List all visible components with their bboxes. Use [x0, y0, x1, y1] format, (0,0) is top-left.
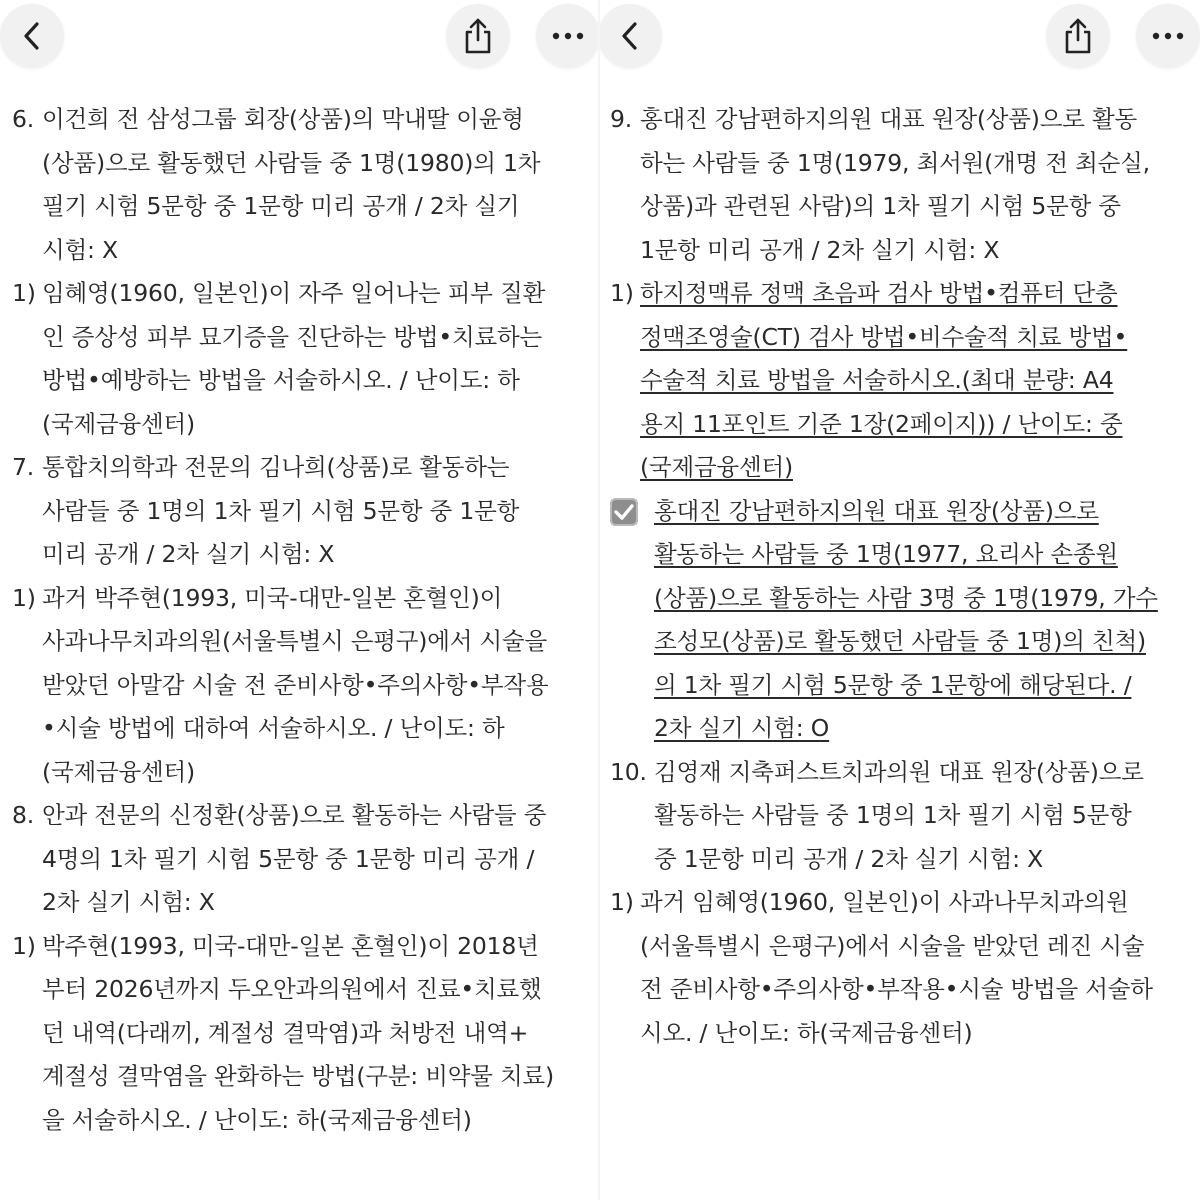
- right-content: [600, 98, 1200, 1055]
- item-number: 6.: [12, 105, 35, 133]
- share-icon: [461, 17, 495, 55]
- more-button[interactable]: [536, 4, 598, 68]
- chevron-left-icon: [20, 20, 44, 52]
- item-line: 김영재 지축퍼스트치과의원 대표 원장(상품)으로: [654, 757, 1144, 786]
- item-number: 1): [610, 888, 634, 916]
- item-number: 1): [12, 583, 36, 612]
- item-line: 던 내역(다래끼, 계절성 결막염)과 처방전 내역+: [42, 1018, 529, 1047]
- item-line: 시오. / 난이도: 하(국제금융센터): [640, 1018, 973, 1047]
- item-line: 계절성 결막염을 완화하는 방법(구분: 비약물 치료): [42, 1062, 555, 1090]
- item-line: 전 준비사항•주의사항•부작용•시술 방법을 서술하: [640, 975, 1153, 1003]
- checkbox-checked-icon[interactable]: [610, 498, 638, 526]
- right-toolbar: [600, 0, 1200, 80]
- item-line: 활동하는 사람들 중 1명(1977, 요리사 손종원: [654, 540, 1118, 568]
- list-item-9: [600, 98, 1200, 272]
- checklist-item: [600, 490, 1200, 751]
- list-subitem: [0, 272, 598, 446]
- item-line: 홍대진 강남편하지의원 대표 원장(상품)으로: [654, 496, 1099, 525]
- item-number: 1): [12, 279, 36, 307]
- item-line: 을 서술하시오. / 난이도: 하(국제금융센터): [42, 1105, 472, 1134]
- item-line: 과거 임혜영(1960, 일본인)이 사과나무치과의원: [640, 888, 1129, 916]
- item-line: 중 1문항 미리 공개 / 2차 실기 시험: X: [654, 844, 1044, 873]
- item-line: 수술적 치료 방법을 서술하시오.(최대 분량: A4: [640, 366, 1114, 394]
- item-number: 1): [610, 279, 634, 307]
- item-line: 1문항 미리 공개 / 2차 실기 시험: X: [640, 235, 1000, 264]
- item-line: 홍대진 강남편하지의원 대표 원장(상품)으로 활동: [640, 105, 1138, 133]
- ellipsis-icon: [551, 32, 585, 40]
- item-line: 조성모(상품)로 활동했던 사람들 중 1명)의 친척): [654, 627, 1146, 655]
- chevron-left-icon: [618, 20, 642, 52]
- left-toolbar: [0, 0, 598, 80]
- left-content: [0, 98, 598, 1142]
- back-button[interactable]: [600, 4, 662, 68]
- item-line: 하지정맥류 정맥 초음파 검사 방법•컴퓨터 단층: [640, 279, 1118, 307]
- list-subitem: [0, 577, 598, 795]
- share-button[interactable]: [446, 4, 510, 68]
- item-line: 사람들 중 1명의 1차 필기 시험 5문항 중 1문항: [42, 496, 520, 525]
- item-line: 시험: X: [42, 235, 118, 264]
- item-number: 7.: [12, 453, 35, 481]
- list-item-6: [0, 98, 598, 272]
- item-line: (국제금융센터): [42, 409, 195, 438]
- left-panel: [0, 0, 598, 1200]
- item-line: 이건희 전 삼성그룹 회장(상품)의 막내딸 이윤형: [42, 105, 524, 133]
- item-line: 과거 박주현(1993, 미국-대만-일본 혼혈인)이: [42, 583, 503, 612]
- list-item-7: [0, 446, 598, 577]
- item-number: 8.: [12, 801, 35, 829]
- item-line: 상품)과 관련된 사람)의 1차 필기 시험 5문항 중: [640, 192, 1121, 220]
- list-item-8: [0, 794, 598, 925]
- item-line: 임혜영(1960, 일본인)이 자주 일어나는 피부 질환: [42, 279, 546, 307]
- item-line: 활동하는 사람들 중 1명의 1차 필기 시험 5문항: [654, 801, 1132, 829]
- item-line: 인 증상성 피부 묘기증을 진단하는 방법•치료하는: [42, 322, 543, 351]
- item-line: 받았던 아말감 시술 전 준비사항•주의사항•부작용: [42, 670, 549, 699]
- more-button[interactable]: [1136, 4, 1200, 68]
- item-line: 부터 2026년까지 두오안과의원에서 진료•치료했: [42, 975, 542, 1003]
- item-number: 1): [12, 931, 36, 960]
- share-icon: [1061, 17, 1095, 55]
- item-line: 사과나무치과의원(서울특별시 은평구)에서 시술을: [42, 627, 547, 655]
- item-line: 박주현(1993, 미국-대만-일본 혼혈인)이 2018년: [42, 931, 539, 960]
- item-line: (국제금융센터): [42, 757, 195, 786]
- item-line: 2차 실기 시험: O: [654, 714, 830, 742]
- item-line: •시술 방법에 대하여 서술하시오. / 난이도: 하: [42, 714, 505, 742]
- item-number: 10.: [610, 757, 647, 786]
- item-line: 정맥조영술(CT) 검사 방법•비수술적 치료 방법•: [640, 322, 1128, 351]
- item-line: 2차 실기 시험: X: [42, 888, 215, 916]
- item-line: 4명의 1차 필기 시험 5문항 중 1문항 미리 공개 /: [42, 844, 535, 873]
- item-line: (국제금융센터): [640, 453, 793, 481]
- item-line: 통합치의학과 전문의 김나희(상품)로 활동하는: [42, 453, 510, 481]
- list-subitem: [600, 272, 1200, 490]
- item-line: 용지 11포인트 기준 1장(2페이지)) / 난이도: 중: [640, 409, 1123, 438]
- right-panel: [600, 0, 1200, 1200]
- item-line: 필기 시험 5문항 중 1문항 미리 공개 / 2차 실기: [42, 192, 520, 220]
- back-button[interactable]: [0, 4, 64, 68]
- ellipsis-icon: [1151, 32, 1185, 40]
- item-line: 미리 공개 / 2차 실기 시험: X: [42, 540, 335, 568]
- item-number: 9.: [610, 105, 633, 133]
- item-line: (상품)으로 활동하는 사람 3명 중 1명(1979, 가수: [654, 583, 1158, 612]
- list-subitem: [600, 881, 1200, 1055]
- item-line: 안과 전문의 신정환(상품)으로 활동하는 사람들 중: [42, 801, 547, 829]
- item-line: (상품)으로 활동했던 사람들 중 1명(1980)의 1차: [42, 148, 541, 177]
- share-button[interactable]: [1046, 4, 1110, 68]
- item-line: 방법•예방하는 방법을 서술하시오. / 난이도: 하: [42, 366, 520, 394]
- item-line: (서울특별시 은평구)에서 시술을 받았던 레진 시술: [640, 931, 1145, 960]
- list-subitem: [0, 925, 598, 1143]
- item-line: 의 1차 필기 시험 5문항 중 1문항에 해당된다. /: [654, 670, 1132, 699]
- list-item-10: [600, 751, 1200, 882]
- item-line: 하는 사람들 중 1명(1979, 최서원(개명 전 최순실,: [640, 148, 1150, 177]
